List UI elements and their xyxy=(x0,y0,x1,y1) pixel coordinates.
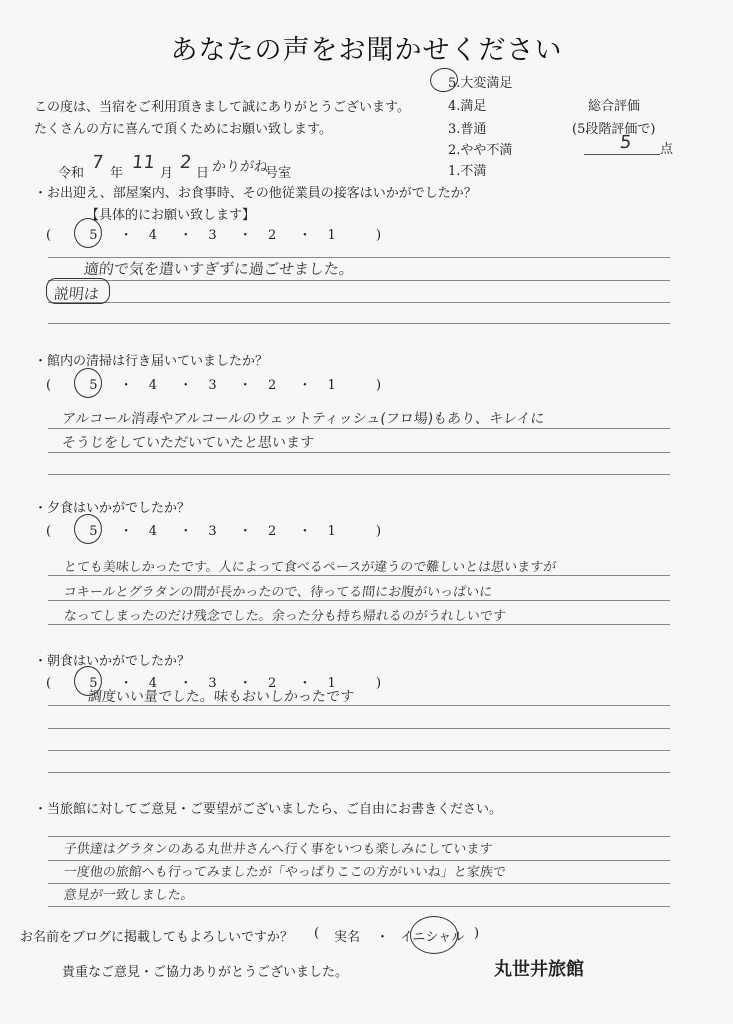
rating-option-4: 4.満足 xyxy=(448,99,487,114)
answer-line xyxy=(48,474,670,475)
page-title: あなたの声をお聞かせください xyxy=(170,35,563,66)
answer-line xyxy=(48,428,670,429)
question-1: ・お出迎え、部屋案内、お食事時、その他従業員の接客はいかがでしたか？ xyxy=(34,186,477,201)
stay-year-unit: 年 xyxy=(110,166,124,181)
rating-option-1: 1.不満 xyxy=(448,164,487,179)
blog-question: お名前をブログに掲載してもよろしいですか？ xyxy=(20,930,294,945)
question-2-answer-2: そうじをしていただいていたと思います xyxy=(61,435,315,451)
inn-name: 丸世井旅館 xyxy=(494,959,584,980)
rating-option-3: 3.普通 xyxy=(448,122,487,137)
question-3: ・夕食はいかがでしたか？ xyxy=(34,501,191,516)
stay-month: 11 xyxy=(130,152,157,173)
answer-line xyxy=(48,624,670,625)
question-4-answer-1: 調度いい量でした。味もおいしかったです xyxy=(87,689,355,705)
question-3-answer-1: とても美味しかったです。人によって食べるペースが違うので難しいとは思いますが xyxy=(63,560,557,575)
overall-label: 総合評価 xyxy=(588,99,641,114)
question-1-answer-box xyxy=(46,278,110,304)
intro-line-2: たくさんの方に喜んで頂くためにお願い致します。 xyxy=(34,122,332,137)
overall-value: 5 xyxy=(618,132,633,153)
answer-line xyxy=(48,323,670,324)
answer-line xyxy=(48,836,670,837)
question-1-note: 【具体的にお願い致します】 xyxy=(86,208,256,223)
question-2-selected-mark xyxy=(74,368,102,398)
blog-open-paren: ( xyxy=(314,926,320,941)
rating-option-5: 5.大変満足 xyxy=(448,76,513,91)
rating-option-2: 2.やや不満 xyxy=(448,143,513,158)
question-5-answer-1: 子供達はグラタンのある丸世井さんへ行く事をいつも楽しみにしています xyxy=(63,842,494,857)
thanks-text: 貴重なご意見・ご協力ありがとうございました。 xyxy=(62,965,349,980)
answer-line xyxy=(48,906,670,907)
intro-line-1: この度は、当宿をご利用頂きまして誠にありがとうございます。 xyxy=(34,100,410,115)
answer-line xyxy=(48,575,670,576)
question-5-answer-3: 意見が一致しました。 xyxy=(63,888,195,903)
question-4-scale: ( 5 ・ 4 ・ 3 ・ 2 ・ 1 ) xyxy=(46,676,382,691)
question-2-scale: ( 5 ・ 4 ・ 3 ・ 2 ・ 1 ) xyxy=(46,378,382,393)
stay-month-unit: 月 xyxy=(160,166,174,181)
blog-option-realname: 実名 xyxy=(334,930,361,945)
answer-line xyxy=(48,728,670,729)
blog-separator: ・ xyxy=(376,930,390,945)
question-1-selected-mark xyxy=(74,218,102,248)
question-2-answer-1: アルコール消毒やアルコールのウェットティッシュ(フロ場)もあり、キレイに xyxy=(61,411,546,427)
stay-day: 2 xyxy=(178,152,193,173)
blog-selected-mark xyxy=(410,916,458,954)
answer-line xyxy=(48,772,670,773)
answer-line xyxy=(48,280,670,281)
stay-year: 7 xyxy=(90,152,105,173)
overall-underline xyxy=(584,154,660,155)
answer-line xyxy=(48,452,670,453)
question-5: ・当旅館に対してご意見・ご要望がございましたら、ご自由にお書きください。 xyxy=(34,802,503,817)
overall-sub: (5段階評価で) xyxy=(572,122,656,137)
answer-line xyxy=(48,302,670,303)
stay-room: かりがね xyxy=(211,159,269,175)
stay-day-unit: 日 xyxy=(196,166,210,181)
answer-line xyxy=(48,600,670,601)
question-3-scale: ( 5 ・ 4 ・ 3 ・ 2 ・ 1 ) xyxy=(46,524,382,539)
stay-room-unit: 号室 xyxy=(265,166,292,181)
question-3-answer-2: コキールとグラタンの間が長かったので、待ってる間にお腹がいっぱいに xyxy=(63,585,493,600)
question-3-answer-3: なってしまったのだけ残念でした。余った分も持ち帰れるのがうれしいです xyxy=(63,609,507,624)
question-2: ・館内の清掃は行き届いていましたか？ xyxy=(34,354,269,369)
blog-option-initial: イニシャル xyxy=(400,930,465,945)
stay-era: 令和 xyxy=(58,166,85,181)
overall-unit: 点 xyxy=(660,142,674,157)
question-3-selected-mark xyxy=(74,514,102,544)
answer-line xyxy=(48,750,670,751)
question-1-answer-1: 適的で気を遣いすぎずに過ごせました。 xyxy=(83,260,355,278)
question-4: ・朝食はいかがでしたか？ xyxy=(34,654,191,669)
question-1-answer-2: 説明は xyxy=(53,285,100,303)
question-5-answer-2: 一度他の旅館へも行ってみましたが「やっぱりここの方がいいね」と家族で xyxy=(63,865,507,880)
blog-close-paren: ) xyxy=(474,926,480,941)
question-1-scale: ( 5 ・ 4 ・ 3 ・ 2 ・ 1 ) xyxy=(46,228,382,243)
